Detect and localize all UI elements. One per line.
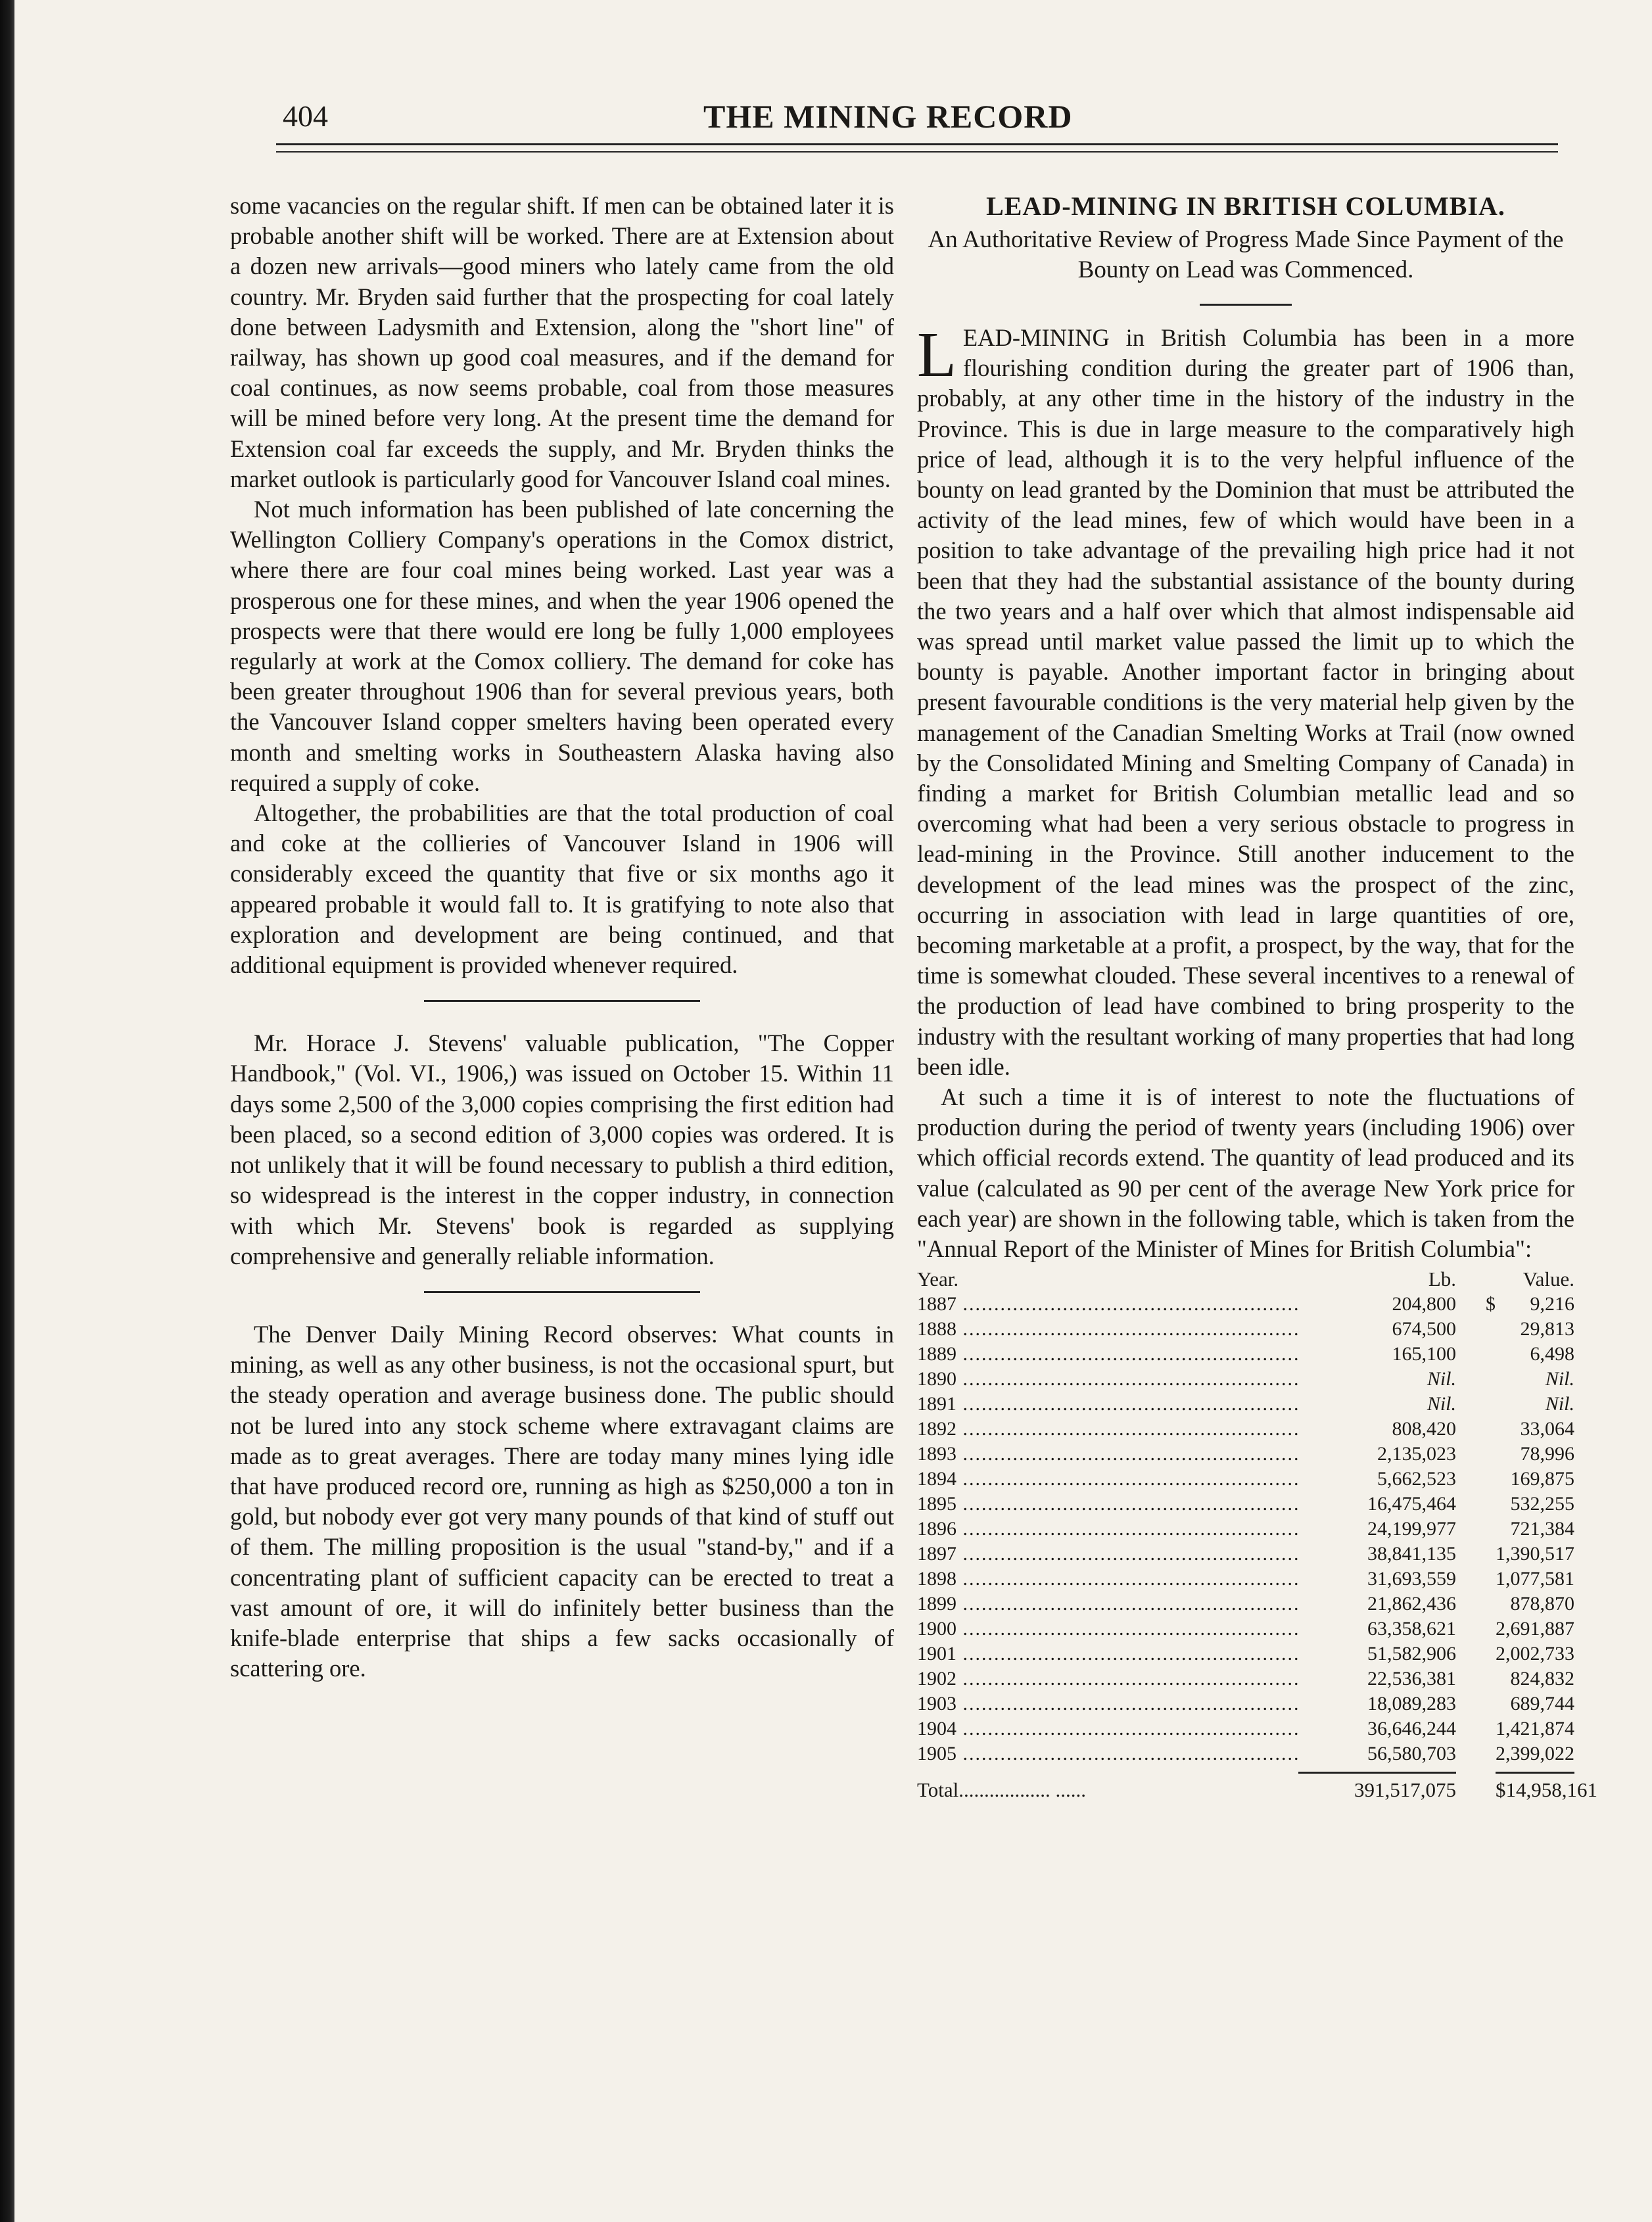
total-lb: 391,517,075 xyxy=(1354,1778,1456,1802)
table-row xyxy=(917,1567,1574,1592)
total-rules xyxy=(917,1772,1574,1774)
header-rule xyxy=(276,143,1558,145)
cell-value: 2,399,022 xyxy=(1496,1743,1574,1765)
cell-lb: 51,582,906 xyxy=(1367,1643,1456,1665)
cell-year: 1892 ..... xyxy=(917,1417,1298,1442)
table-row xyxy=(917,1542,1574,1567)
page-header xyxy=(0,0,1652,171)
cell-lb: 808,420 xyxy=(1392,1418,1456,1440)
cell-value: 532,255 xyxy=(1510,1493,1574,1515)
total-value: $14,958,161 xyxy=(1496,1778,1597,1802)
cell-lb: 22,536,381 xyxy=(1367,1668,1456,1690)
cell-year: 1891 ..... xyxy=(917,1392,1298,1417)
cell-value: 1,390,517 xyxy=(1496,1543,1574,1565)
lead-production-table xyxy=(917,1267,1597,1803)
cell-year: 1905 ..... xyxy=(917,1741,1298,1766)
section-divider xyxy=(424,1000,700,1002)
cell-year: 1900 ..... xyxy=(917,1617,1298,1642)
cell-value: 6,498 xyxy=(1530,1343,1574,1365)
cell-lb: 204,800 xyxy=(1392,1293,1456,1315)
total-label: Total.................. ...... xyxy=(917,1778,1087,1802)
cell-value: 2,691,887 xyxy=(1496,1618,1574,1640)
coal-paragraph-3: Altogether, the probabilities are that the total production of coal and coke at the collieries of Vancouver Island in 1906 will considerably exceed the quantity that five or six months ago it appeared probable it would fall to. It is gratifying to note also that exploration and development are being continued, and that additional equipment is provided whenever required. xyxy=(230,799,894,979)
cell-lb: 21,862,436 xyxy=(1367,1593,1456,1615)
cell-year: 1894 ..... xyxy=(917,1467,1298,1492)
denver-record-paragraph: The Denver Daily Mining Record observes: What counts in mining, as well as any other business, is not the occasional spurt, but the steady operation and average business done. The public should not be lured into any stock scheme where extravagant claims are made as to great averages. There are today many mines lying idle that have produced record ore, running as high as $250,000 a ton in gold, but nobody ever got very many pounds of that kind of stuff out of them. The milling proposition is the usual "stand-by," and if a concentrating plant of sufficient capacity can be erected to treat a vast amount of ore, it will do infinitely better business than the knife-blade enterprise that ships a few sacks occasionally of scattering ore. xyxy=(230,1320,894,1682)
article-subtitle: An Authoritative Review of Progress Made Since Payment of the Bounty on Lead was Commenced. xyxy=(928,226,1564,283)
article-title: LEAD-MINING IN BRITISH COLUMBIA. xyxy=(986,191,1505,221)
cell-value: 1,421,874 xyxy=(1496,1718,1574,1740)
cell-lb: 24,199,977 xyxy=(1367,1518,1456,1540)
table-row xyxy=(917,1691,1574,1716)
left-column xyxy=(230,191,894,1684)
header-year: Year. xyxy=(917,1267,959,1291)
cell-value: 878,870 xyxy=(1510,1593,1574,1615)
table-body xyxy=(917,1292,1574,1766)
table-row xyxy=(917,1666,1574,1691)
table-row xyxy=(917,1517,1574,1542)
page-binding-edge xyxy=(0,0,14,2222)
title-rule xyxy=(1200,304,1292,306)
table-row xyxy=(917,1292,1574,1317)
lead-paragraph xyxy=(917,319,1574,1082)
running-title: THE MINING RECORD xyxy=(703,98,1073,135)
cell-lb: 165,100 xyxy=(1392,1343,1456,1365)
section-divider xyxy=(424,1291,700,1293)
cell-value: 78,996 xyxy=(1520,1443,1574,1465)
cell-year: 1899 ..... xyxy=(917,1592,1298,1617)
drop-cap: L xyxy=(917,319,956,390)
cell-dollar: $ xyxy=(1486,1293,1496,1315)
table-row xyxy=(917,1417,1574,1442)
cell-year: 1898 ..... xyxy=(917,1567,1298,1592)
table-row xyxy=(917,1642,1574,1666)
table-row xyxy=(917,1317,1574,1342)
coal-paragraph-1: some vacancies on the regular shift. If men can be obtained later it is probable another shift will be worked. There are at Extension about a dozen new arrivals—good miners who lately came from the old country. Mr. Bryden said further that the prospecting for coal lately done between Ladysmith and Extension, along the "short line" of railway, has shown up good coal measures, and if the demand for coal continues, as now seems probable, coal from those measures will be mined before very long. At the present time the demand for Extension coal far exceeds the supply, and Mr. Bryden thinks the market outlook is particularly good for Vancouver Island coal mines. xyxy=(230,192,894,492)
cell-value: 169,875 xyxy=(1510,1468,1574,1490)
coal-paragraph-2: Not much information has been published of late concerning the Wellington Colliery Company's operations in the Comox district, where there are four coal mines being worked. Last year was a prosperous one for these mines, and when the year 1906 opened the prospects were that there would ere long be fully 1,000 employees regularly at work at the Comox colliery. The demand for coke has been greater throughout 1906 than for several previous years, both the Vancouver Island copper smelters having been operated every month and smelting works in Southeastern Alaska having also required a supply of coke. xyxy=(230,496,894,796)
table-row xyxy=(917,1617,1574,1642)
table-row xyxy=(917,1467,1574,1492)
cell-lb: 16,475,464 xyxy=(1367,1493,1456,1515)
cell-value: Nil. xyxy=(1545,1393,1574,1415)
cell-value: 29,813 xyxy=(1520,1318,1574,1340)
cell-lb: Nil. xyxy=(1427,1368,1456,1390)
cell-year: 1887 ..... xyxy=(917,1292,1298,1317)
cell-value: 824,832 xyxy=(1510,1668,1574,1690)
cell-lb: 674,500 xyxy=(1392,1318,1456,1340)
cell-year: 1895 ..... xyxy=(917,1492,1298,1517)
cell-year: 1897 ..... xyxy=(917,1542,1298,1567)
cell-lb: 56,580,703 xyxy=(1367,1743,1456,1765)
cell-lb: 5,662,523 xyxy=(1377,1468,1456,1490)
cell-value: 689,744 xyxy=(1510,1693,1574,1715)
cell-year: 1902 ..... xyxy=(917,1666,1298,1691)
lead-paragraph-text: EAD-MINING in British Columbia has been in a more flourishing condition during the greater part of 1906 than, probably, at any other time in the history of the industry in the Province. This is due in large measure to the comparatively high price of lead, although it is to the very helpful influence of the bounty on lead granted by the Dominion that must be attributed the activity of the lead mines, few of which would have been in a position to take advantage of the prevailing high price had it not been that they had the substantial assistance of the bounty during the two years and a half over which that almost indispensable aid was spread until market value passed the limit up to which the bounty is payable. Another important factor in bringing about present favourable conditions is the very material help given by the management of the Canadian Smelting Works at Trail (now owned by the Consolidated Mining and Smelting Company of Canada) in finding a market for British Columbian metallic lead and so overcoming what had been a very serious obstacle to progress in lead-mining in the Province. Still another inducement to the development of the lead mines was the prospect of the zinc, occurring in association with lead in large quantities of ore, becoming marketable at a profit, a prospect, by the way, that for the time is somewhat clouded. These several incentives to a renewal of the production of lead have combined to bring prosperity to the industry with the resultant working of many properties that had long been idle. xyxy=(917,324,1574,1080)
cell-year: 1888 ..... xyxy=(917,1317,1298,1342)
header-value: Value. xyxy=(1522,1267,1574,1291)
cell-lb: 18,089,283 xyxy=(1367,1693,1456,1715)
table-row xyxy=(917,1442,1574,1467)
right-column xyxy=(917,191,1597,1803)
table-row xyxy=(917,1367,1574,1392)
cell-value: 2,002,733 xyxy=(1496,1643,1574,1665)
header-lb: Lb. xyxy=(1428,1267,1456,1291)
table-total-row xyxy=(917,1778,1597,1803)
cell-value: 33,064 xyxy=(1520,1418,1574,1440)
table-row xyxy=(917,1716,1574,1741)
cell-lb: Nil. xyxy=(1427,1393,1456,1415)
cell-lb: 36,646,244 xyxy=(1367,1718,1456,1740)
cell-year: 1903 ..... xyxy=(917,1691,1298,1716)
cell-year: 1901 ..... xyxy=(917,1642,1298,1666)
cell-year: 1904 ..... xyxy=(917,1716,1298,1741)
table-row xyxy=(917,1592,1574,1617)
cell-year: 1890 ..... xyxy=(917,1367,1298,1392)
cell-value: 9,216 xyxy=(1530,1293,1574,1315)
table-row xyxy=(917,1392,1574,1417)
cell-lb: 2,135,023 xyxy=(1377,1443,1456,1465)
cell-year: 1889 ..... xyxy=(917,1342,1298,1367)
header-rule-thin xyxy=(276,151,1558,153)
cell-lb: 38,841,135 xyxy=(1367,1543,1456,1565)
table-intro-paragraph: At such a time it is of interest to note the fluctuations of production during the period of twenty years (including 1906) over which official records extend. The quantity of lead produced and its value (calculated as 90 per cent of the average New York price for each year) are shown in the following table, which is taken from the "Annual Report of the Minister of Mines for British Columbia": xyxy=(917,1083,1574,1263)
table-row xyxy=(917,1342,1574,1367)
copper-handbook-paragraph: Mr. Horace J. Stevens' valuable publication, "The Copper Handbook," (Vol. VI., 1906,) was issued on October 15. Within 11 days some 2,500 of the 3,000 copies comprising the first edition had been placed, so a second edition of 3,000 copies was ordered. It is not unlikely that it will be found necessary to publish a third edition, so widespread is the interest in the copper industry, in connection with which Mr. Stevens' book is regarded as supplying comprehensive and generally reliable information. xyxy=(230,1029,894,1269)
cell-year: 1896 ..... xyxy=(917,1517,1298,1542)
cell-value: 1,077,581 xyxy=(1496,1568,1574,1590)
value-total-rule xyxy=(1496,1772,1574,1774)
table-row xyxy=(917,1492,1574,1517)
table-row xyxy=(917,1741,1574,1766)
cell-value: Nil. xyxy=(1545,1368,1574,1390)
cell-lb: 63,358,621 xyxy=(1367,1618,1456,1640)
cell-year: 1893 ..... xyxy=(917,1442,1298,1467)
cell-value: 721,384 xyxy=(1510,1518,1574,1540)
page-number: 404 xyxy=(283,99,328,133)
cell-lb: 31,693,559 xyxy=(1367,1568,1456,1590)
lb-total-rule xyxy=(1298,1772,1456,1774)
table-header-row xyxy=(917,1267,1574,1292)
